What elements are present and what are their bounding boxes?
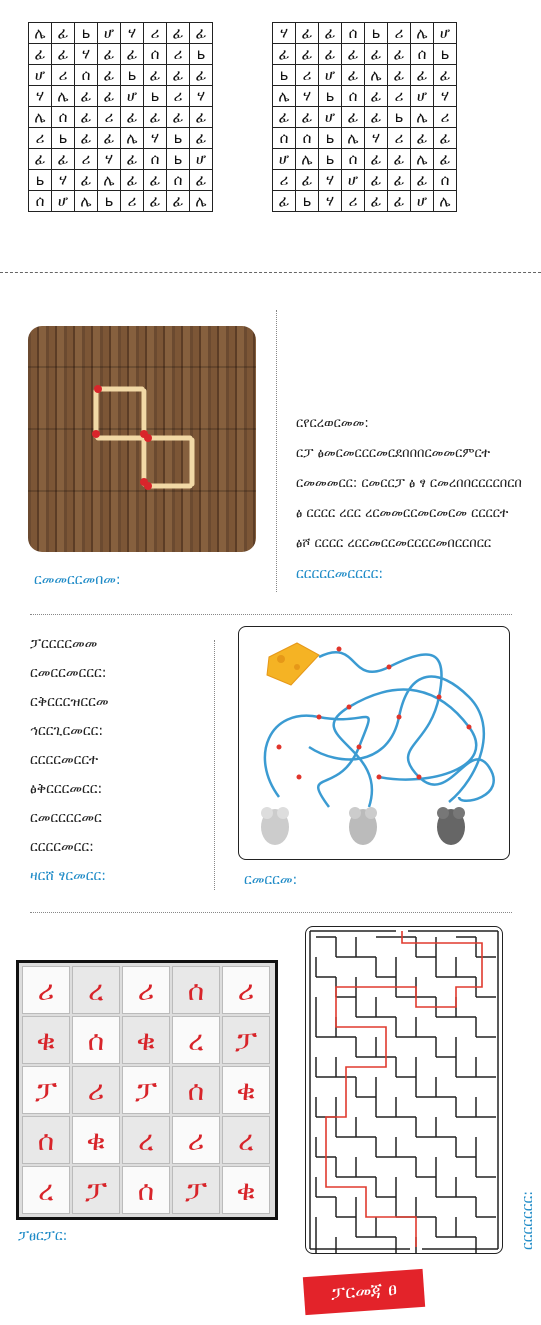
grid-cell: ፊ: [273, 107, 296, 128]
maze1-caption: ርመርርመ:: [244, 872, 298, 888]
grid-cell: ፊ: [98, 128, 121, 149]
sudoku-cell[interactable]: ሪ: [72, 1066, 120, 1114]
grid-cell: ь: [273, 65, 296, 86]
grid-cell: ፊ: [319, 23, 342, 44]
grid-cell: ሰ: [342, 86, 365, 107]
matchsticks: [28, 326, 256, 552]
grid-cell: ሪ: [296, 65, 319, 86]
grid-cell: ሰ: [434, 170, 457, 191]
grid-cell: ሆ: [411, 191, 434, 212]
riddle-line: ርርርርመርርተ: [30, 752, 99, 768]
grid-cell: ፊ: [388, 44, 411, 65]
grid-cell: ፊ: [121, 107, 144, 128]
grid-cell: ь: [52, 128, 75, 149]
sudoku-cell[interactable]: ፓ: [222, 1016, 270, 1064]
grid-cell: ሆ: [434, 23, 457, 44]
matchstick-puzzle-image: [28, 326, 256, 552]
rect-maze-drawing: [306, 927, 502, 1253]
grid-cell: ሃ: [319, 170, 342, 191]
grid-cell: ሪ: [388, 23, 411, 44]
sudoku-cell[interactable]: ቁ: [122, 1016, 170, 1064]
riddle-line: ዛርሸ ፃርመርር:: [30, 868, 106, 884]
grid-cell: ь: [319, 86, 342, 107]
grid-cell: ፊ: [190, 128, 213, 149]
grid-cell: ሪ: [121, 191, 144, 212]
mouse-maze-drawing: [239, 627, 509, 859]
grid-cell: ሃ: [190, 86, 213, 107]
grid-cell: ፊ: [98, 44, 121, 65]
grid-cell: ፊ: [98, 65, 121, 86]
sudoku-cell[interactable]: ሰ: [172, 966, 220, 1014]
grid-cell: ፊ: [167, 191, 190, 212]
grid-cell: ፊ: [365, 107, 388, 128]
vertical-divider: [276, 310, 277, 592]
grid-cell: ፊ: [342, 65, 365, 86]
grid-cell: ፊ: [52, 23, 75, 44]
grid-cell: ፊ: [144, 191, 167, 212]
matches-text-line: ርየርረወርመመ:: [296, 416, 369, 431]
sudoku-cell[interactable]: ፓ: [22, 1066, 70, 1114]
grid-cell: ь: [167, 149, 190, 170]
grid-cell: ሃ: [144, 128, 167, 149]
maze2-caption: ርርርርርርር:: [520, 1191, 536, 1250]
grid-cell: ፊ: [29, 44, 52, 65]
grid-cell: ፊ: [388, 149, 411, 170]
matches-caption: ርመመርርመበመ:: [34, 572, 121, 588]
grid-cell: ሌ: [342, 128, 365, 149]
grid-cell: ሌ: [98, 170, 121, 191]
grid-cell: ፊ: [121, 149, 144, 170]
grid-cell: ь: [167, 128, 190, 149]
grid-cell: ፊ: [190, 23, 213, 44]
grid-cell: ፊ: [167, 23, 190, 44]
riddle-line: ርመርርመርርር:: [30, 665, 107, 681]
grid-cell: ፊ: [388, 191, 411, 212]
section-divider: [0, 272, 541, 273]
grid-cell: ь: [121, 65, 144, 86]
grid-cell: ሃ: [98, 149, 121, 170]
grid-cell: ሰ: [273, 128, 296, 149]
grid-cell: ፊ: [29, 149, 52, 170]
grid-cell: ሃ: [273, 23, 296, 44]
sudoku-cell[interactable]: ፓ: [122, 1066, 170, 1114]
grid-cell: ፊ: [144, 170, 167, 191]
riddle-line: ርርርርመርር:: [30, 839, 94, 855]
sudoku-cell[interactable]: ቁ: [22, 1016, 70, 1064]
grid-cell: ፊ: [121, 44, 144, 65]
grid-cell: ሌ: [434, 191, 457, 212]
grid-cell: ሃ: [29, 86, 52, 107]
grid-cell: ሃ: [434, 86, 457, 107]
sudoku-cell[interactable]: ፓ: [172, 1166, 220, 1214]
grid-cell: ь: [75, 23, 98, 44]
grid-cell: ፊ: [296, 170, 319, 191]
grid-cell: ፊ: [411, 170, 434, 191]
grid-cell: ሰ: [75, 65, 98, 86]
grid-cell: ፊ: [365, 86, 388, 107]
grid-cell: ሌ: [29, 23, 52, 44]
grid-cell: ፊ: [75, 86, 98, 107]
grid-cell: ሆ: [273, 149, 296, 170]
grid-cell: ሃ: [365, 128, 388, 149]
grid-cell: ሪ: [167, 86, 190, 107]
grid-cell: ሃ: [75, 44, 98, 65]
grid-cell: ሪ: [342, 191, 365, 212]
grid-cell: ሌ: [365, 65, 388, 86]
grid-cell: ሌ: [52, 86, 75, 107]
grid-cell: ሆ: [190, 149, 213, 170]
grid-cell: ሃ: [319, 191, 342, 212]
grid-cell: ሪ: [167, 44, 190, 65]
matches-text-line: ፅ ርርርር ረርር ረርመመርርመርመርመ ርርርርተ: [296, 506, 509, 521]
grid-cell: ሰ: [296, 128, 319, 149]
grid-cell: ፊ: [190, 107, 213, 128]
grid-cell: ሪ: [273, 170, 296, 191]
grid-cell: ፊ: [75, 107, 98, 128]
grid-cell: ь: [29, 170, 52, 191]
grid-cell: ፊ: [434, 128, 457, 149]
grid-cell: ሆ: [52, 191, 75, 212]
grid-cell: ፊ: [167, 65, 190, 86]
grid-cell: ፊ: [365, 149, 388, 170]
matches-footer: ርርርርርመርርርር:: [296, 566, 384, 582]
grid-cell: ፊ: [144, 65, 167, 86]
grid-cell: ሰ: [411, 44, 434, 65]
grid-cell: ሌ: [121, 128, 144, 149]
grid-cell: ь: [319, 149, 342, 170]
mouse-icons: [261, 807, 465, 845]
grid-cell: ሌ: [273, 86, 296, 107]
sudoku-cell[interactable]: ሰ: [22, 1116, 70, 1164]
grid-cell: ፊ: [273, 191, 296, 212]
grid-cell: ፊ: [434, 149, 457, 170]
grid-cell: ፊ: [98, 86, 121, 107]
grid-cell: ь: [319, 128, 342, 149]
grid-cell: ፊ: [121, 170, 144, 191]
grid-cell: ሰ: [167, 170, 190, 191]
grid-cell: ሌ: [411, 107, 434, 128]
grid-cell: ሰ: [144, 149, 167, 170]
grid-cell: ሪ: [144, 23, 167, 44]
grid-cell: ፊ: [342, 44, 365, 65]
grid-cell: ፊ: [365, 44, 388, 65]
sudoku-cell[interactable]: ቁ: [222, 1166, 270, 1214]
riddle-line: ኅርርጊርመርር:: [30, 723, 104, 739]
mouse-maze: [238, 626, 510, 860]
matches-text-line: ርፓ ፅመርመርርርመርደበበበርመመርምርተ: [296, 446, 491, 461]
grid-cell: ь: [190, 44, 213, 65]
grid-cell: ሌ: [411, 149, 434, 170]
grid-cell: ь: [144, 86, 167, 107]
grid-cell: ሪ: [75, 149, 98, 170]
grid-cell: ፊ: [190, 170, 213, 191]
grid-cell: ሰ: [29, 191, 52, 212]
grid-cell: ሪ: [98, 107, 121, 128]
grid-cell: ፊ: [296, 23, 319, 44]
symbol-grid-left: [28, 22, 213, 212]
grid-cell: ሌ: [75, 191, 98, 212]
sudoku-caption: ፓፀርፓር:: [18, 1228, 68, 1244]
sudoku-cell[interactable]: ረ: [122, 1116, 170, 1164]
section-divider-3: [30, 912, 512, 913]
grid-cell: ፊ: [296, 107, 319, 128]
riddle-line: ፓርርርርመመ: [30, 636, 98, 652]
grid-cell: ሌ: [296, 149, 319, 170]
grid-cell: ሃ: [52, 170, 75, 191]
grid-cell: ሌ: [29, 107, 52, 128]
matches-text-line: ፅሾ ርርርር ረርርመርርመርርርርመበርርበርር: [296, 536, 492, 551]
sudoku-cell[interactable]: ቁ: [72, 1116, 120, 1164]
grid-cell: ሌ: [411, 23, 434, 44]
grid-cell: ሆ: [342, 170, 365, 191]
sudoku-cell[interactable]: ሰ: [72, 1016, 120, 1064]
riddle-line: ፅቅርርርመርር:: [30, 781, 103, 797]
sudoku-cell[interactable]: ሰ: [122, 1166, 170, 1214]
grid-cell: ፊ: [411, 65, 434, 86]
grid-cell: ፊ: [319, 44, 342, 65]
grid-cell: ь: [98, 191, 121, 212]
grid-cell: ፊ: [365, 191, 388, 212]
sudoku-cell[interactable]: ፓ: [72, 1166, 120, 1214]
sudoku-cell[interactable]: ረ: [22, 1166, 70, 1214]
grid-cell: ፊ: [296, 44, 319, 65]
grid-cell: ሰ: [342, 23, 365, 44]
grid-cell: ፊ: [75, 128, 98, 149]
riddle-line: ርመርርርርመር: [30, 810, 102, 826]
grid-cell: ሰ: [342, 149, 365, 170]
grid-cell: ሪ: [388, 128, 411, 149]
grid-cell: ሆ: [29, 65, 52, 86]
section-divider-2: [30, 614, 512, 615]
sudoku-cell[interactable]: ቁ: [222, 1066, 270, 1114]
sudoku-cell[interactable]: ረ: [72, 966, 120, 1014]
grid-cell: ь: [365, 23, 388, 44]
grid-cell: ь: [434, 44, 457, 65]
grid-cell: ፊ: [342, 107, 365, 128]
grid-cell: ፊ: [144, 107, 167, 128]
riddle-line: ርቅርርርዝርርመ: [30, 694, 109, 710]
sudoku-cell[interactable]: ሪ: [22, 966, 70, 1014]
grid-cell: ሪ: [29, 128, 52, 149]
sudoku-cell[interactable]: ረ: [172, 1016, 220, 1064]
grid-cell: ሰ: [144, 44, 167, 65]
sudoku-cell[interactable]: ረ: [222, 1116, 270, 1164]
grid-cell: ሌ: [190, 191, 213, 212]
sudoku-cell[interactable]: ሪ: [222, 966, 270, 1014]
grid-cell: ፊ: [167, 107, 190, 128]
answer-button[interactable]: ፓርመጃ ፀ: [303, 1269, 425, 1315]
grid-cell: ሆ: [98, 23, 121, 44]
grid-cell: ሆ: [319, 65, 342, 86]
matches-text-line: ርመመመርር: ርመርርፓ ፅ ፃ ርመረበበርርርርበርበ: [296, 476, 522, 491]
grid-cell: ሪ: [434, 107, 457, 128]
grid-cell: ሰ: [52, 107, 75, 128]
grid-cell: ሆ: [319, 107, 342, 128]
grid-cell: ሪ: [52, 65, 75, 86]
sudoku-cell[interactable]: ሪ: [122, 966, 170, 1014]
grid-cell: ፊ: [75, 170, 98, 191]
grid-cell: ፊ: [434, 65, 457, 86]
grid-cell: ፊ: [365, 170, 388, 191]
grid-cell: ሃ: [121, 23, 144, 44]
grid-cell: ፊ: [388, 65, 411, 86]
rect-maze: [305, 926, 503, 1254]
grid-cell: ь: [296, 191, 319, 212]
grid-cell: ሆ: [411, 86, 434, 107]
grid-cell: ሪ: [388, 86, 411, 107]
symbol-sudoku: [16, 960, 278, 1220]
symbol-grid-right: [272, 22, 457, 212]
grid-cell: ሆ: [121, 86, 144, 107]
grid-cell: ፊ: [52, 44, 75, 65]
sudoku-cell[interactable]: ሰ: [172, 1066, 220, 1114]
grid-cell: ፊ: [411, 128, 434, 149]
grid-cell: ፊ: [52, 149, 75, 170]
sudoku-cell[interactable]: ሪ: [172, 1116, 220, 1164]
grid-cell: ь: [388, 107, 411, 128]
grid-cell: ፊ: [388, 170, 411, 191]
vertical-divider-2: [214, 640, 215, 890]
grid-cell: ፊ: [190, 65, 213, 86]
grid-cell: ፊ: [273, 44, 296, 65]
grid-cell: ሃ: [296, 86, 319, 107]
